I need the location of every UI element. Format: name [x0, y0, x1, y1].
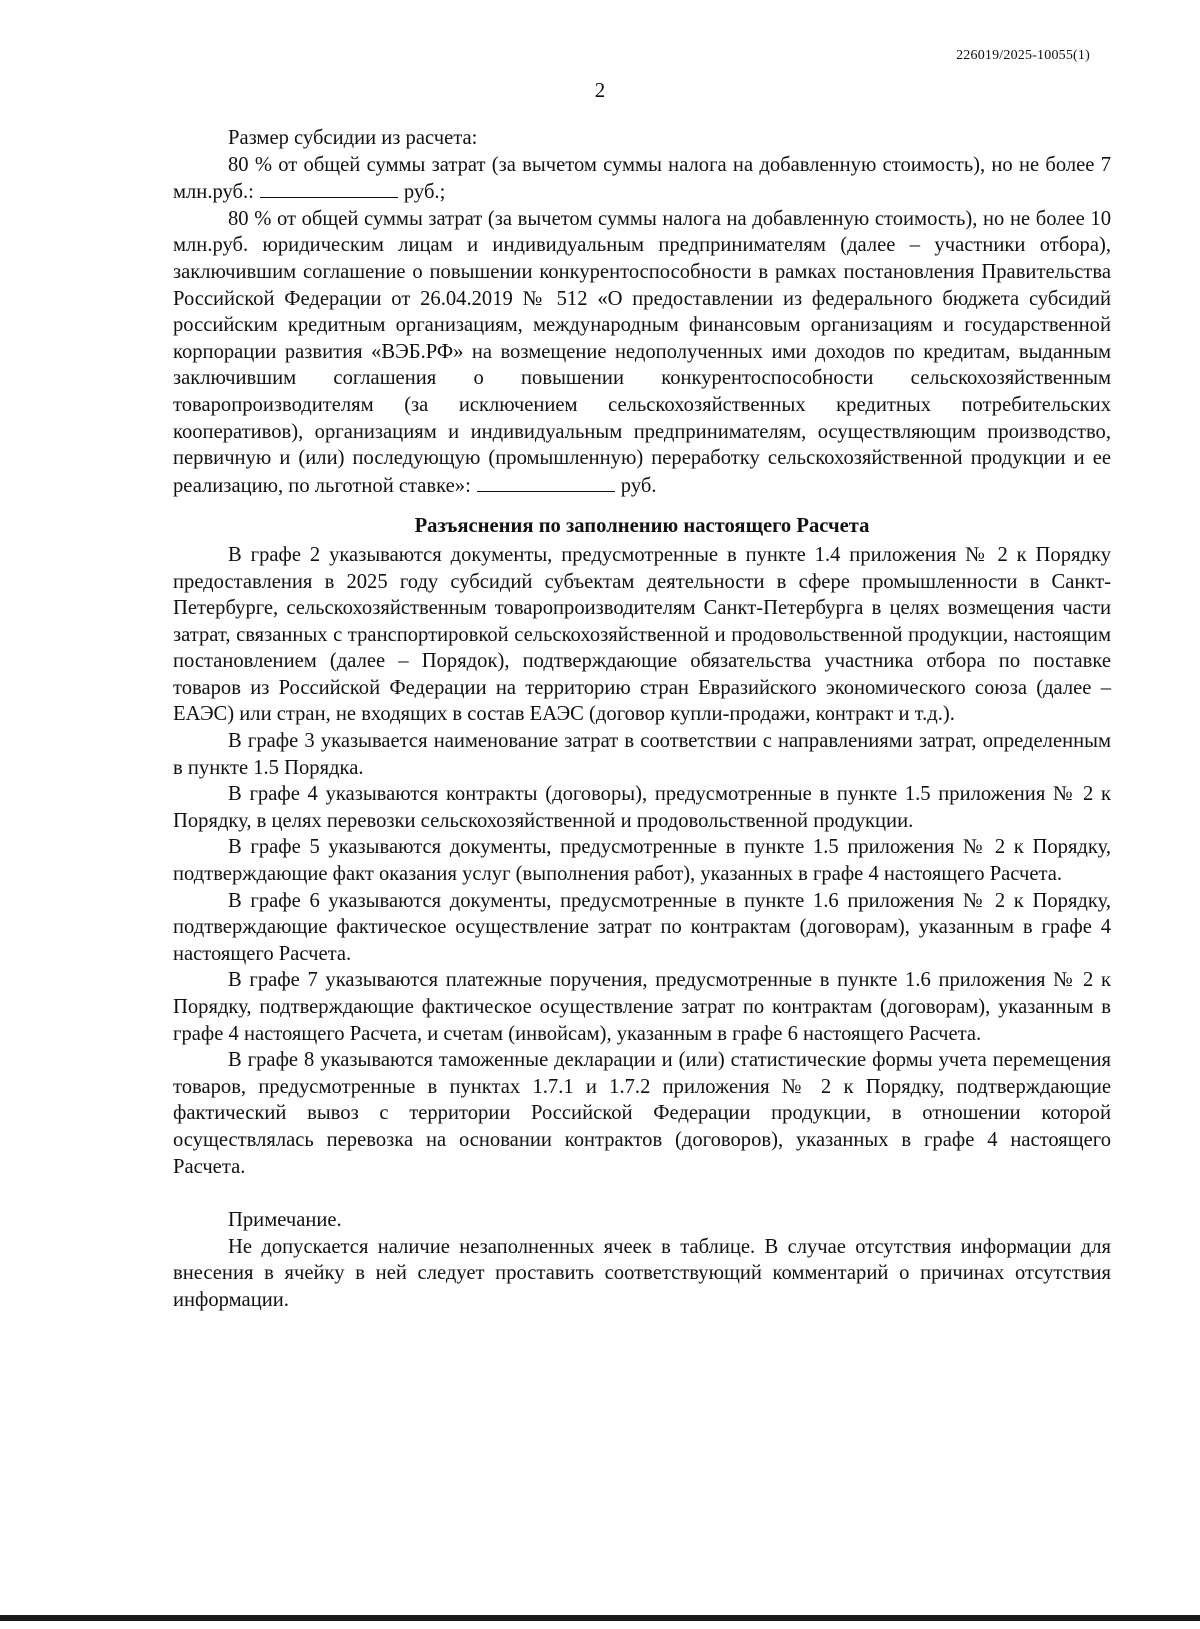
explanation-paragraph: В графе 2 указываются документы, предусмотренные в пункте 1.4 приложения № 2 к Порядку предоставления в 2025 году субсидий субъектам деятельности в сфере промышленности в Санкт-Петербурге, сельскохозяйственным товаропроизводителям Санкт-Петербурга в целях возмещения части затрат, связанных с транспортировкой сельскохозяйственной и продовольственной продукции, настоящим постановлением (далее – Порядок), подтверждающие обязательства участника отбора по поставке товаров из Российской Федерации на территорию стран Евразийского экономического союза (далее – ЕАЭС) или стран, не входящих в состав ЕАЭС (договор купли-продажи, контракт и т.д.). — [173, 543, 1111, 726]
explanation-paragraph: В графе 4 указываются контракты (договоры), предусмотренные в пункте 1.5 приложения № 2 к Порядку, в целях перевозки сельскохозяйственной и продовольственной продукции. — [173, 783, 1111, 832]
explanation-paragraph: В графе 8 указываются таможенные декларации и (или) статистические формы учета перемещения товаров, предусмотренные в пунктах 1.7.1 и 1.7.2 приложения № 2 к Порядку, подтверждающие фактический вывоз с территории Российской Федерации продукции, в отношении которой осуществлялась перевозка на основании контрактов (договоров), указанных в графе 4 настоящего Расчета. — [173, 1049, 1111, 1178]
subsidy-item-2 — [173, 206, 1111, 500]
page-number: 2 — [594, 78, 606, 102]
explanation-paragraph: В графе 3 указывается наименование затрат в соответствии с направлениями затрат, определенным в пункте 1.5 Порядка. — [173, 730, 1111, 779]
subsidy-item-1-blank — [260, 178, 398, 198]
document-body — [173, 125, 1111, 1314]
explanations-title: Разъяснения по заполнению настоящего Расчета — [414, 515, 870, 538]
subsidy-heading: Размер субсидии из расчета: — [228, 127, 478, 149]
document-registration-number: 226019/2025-10055(1) — [956, 48, 1090, 63]
subsidy-item-2-text: 80 % от общей суммы затрат (за вычетом суммы налога на добавленную стоимость), но не более 10 млн.руб. юридическим лицам и индивидуальным предпринимателям (далее – участники отбора), заключившим соглашение о повышении конкурентоспособности в рамках постановления Правительства Российской Федерации от 26.04.2019 № 512 «О предоставлении из федерального бюджета субсидий российским кредитным организациям, международным финансовым организациям и государственной корпорации развития «ВЭБ.РФ» на возмещение недополученных ими доходов по кредитам, выданным заключившим соглашения о повышении конкурентоспособности сельскохозяйственным товаропроизводителям (за исключением сельскохозяйственных кредитных потребительских кооперативов), организациям и индивидуальным предпринимателям, осуществляющим производство, первичную и (или) последующую (промышленную) переработку сельскохозяйственной продукции и ее реализацию, по льготной ставке»: — [173, 207, 1111, 497]
subsidy-item-1-unit: руб.; — [403, 181, 446, 204]
note-heading: Примечание. — [228, 1209, 342, 1232]
note-text: Не допускается наличие незаполненных ячеек в таблице. В случае отсутствия информации для внесения в ячейку в ней следует проставить соответствующий комментарий о причинах отсутствия информации. — [173, 1235, 1111, 1311]
explanation-paragraph: В графе 5 указываются документы, предусмотренные в пункте 1.5 приложения № 2 к Порядку, подтверждающие факт оказания услуг (выполнения работ), указанных в графе 4 настоящего Расчета. — [173, 836, 1111, 886]
subsidy-item-2-unit: руб. — [620, 474, 657, 497]
subsidy-item-2-blank — [477, 472, 615, 492]
explanation-paragraph: В графе 6 указываются документы, предусмотренные в пункте 1.6 приложения № 2 к Порядку, подтверждающие фактическое осуществление затрат по контрактам (договорам), указанным в графе 4 настоящего Расчета. — [173, 889, 1111, 965]
note-block — [173, 1207, 1111, 1313]
subsidy-item-1-text: 80 % от общей суммы затрат (за вычетом суммы налога на добавленную стоимость), но не более 7 млн.руб.: — [173, 153, 1111, 204]
subsidy-item-1 — [173, 152, 1111, 206]
explanation-paragraph: В графе 7 указываются платежные поручения, предусмотренные в пункте 1.6 приложения № 2 к Порядку, подтверждающие фактическое осуществление затрат по контрактам (договорам), указанным в графе 4 настоящего Расчета, и счетам (инвойсам), указанным в графе 6 настоящего Расчета. — [173, 969, 1111, 1045]
scan-bottom-edge — [0, 1615, 1200, 1621]
